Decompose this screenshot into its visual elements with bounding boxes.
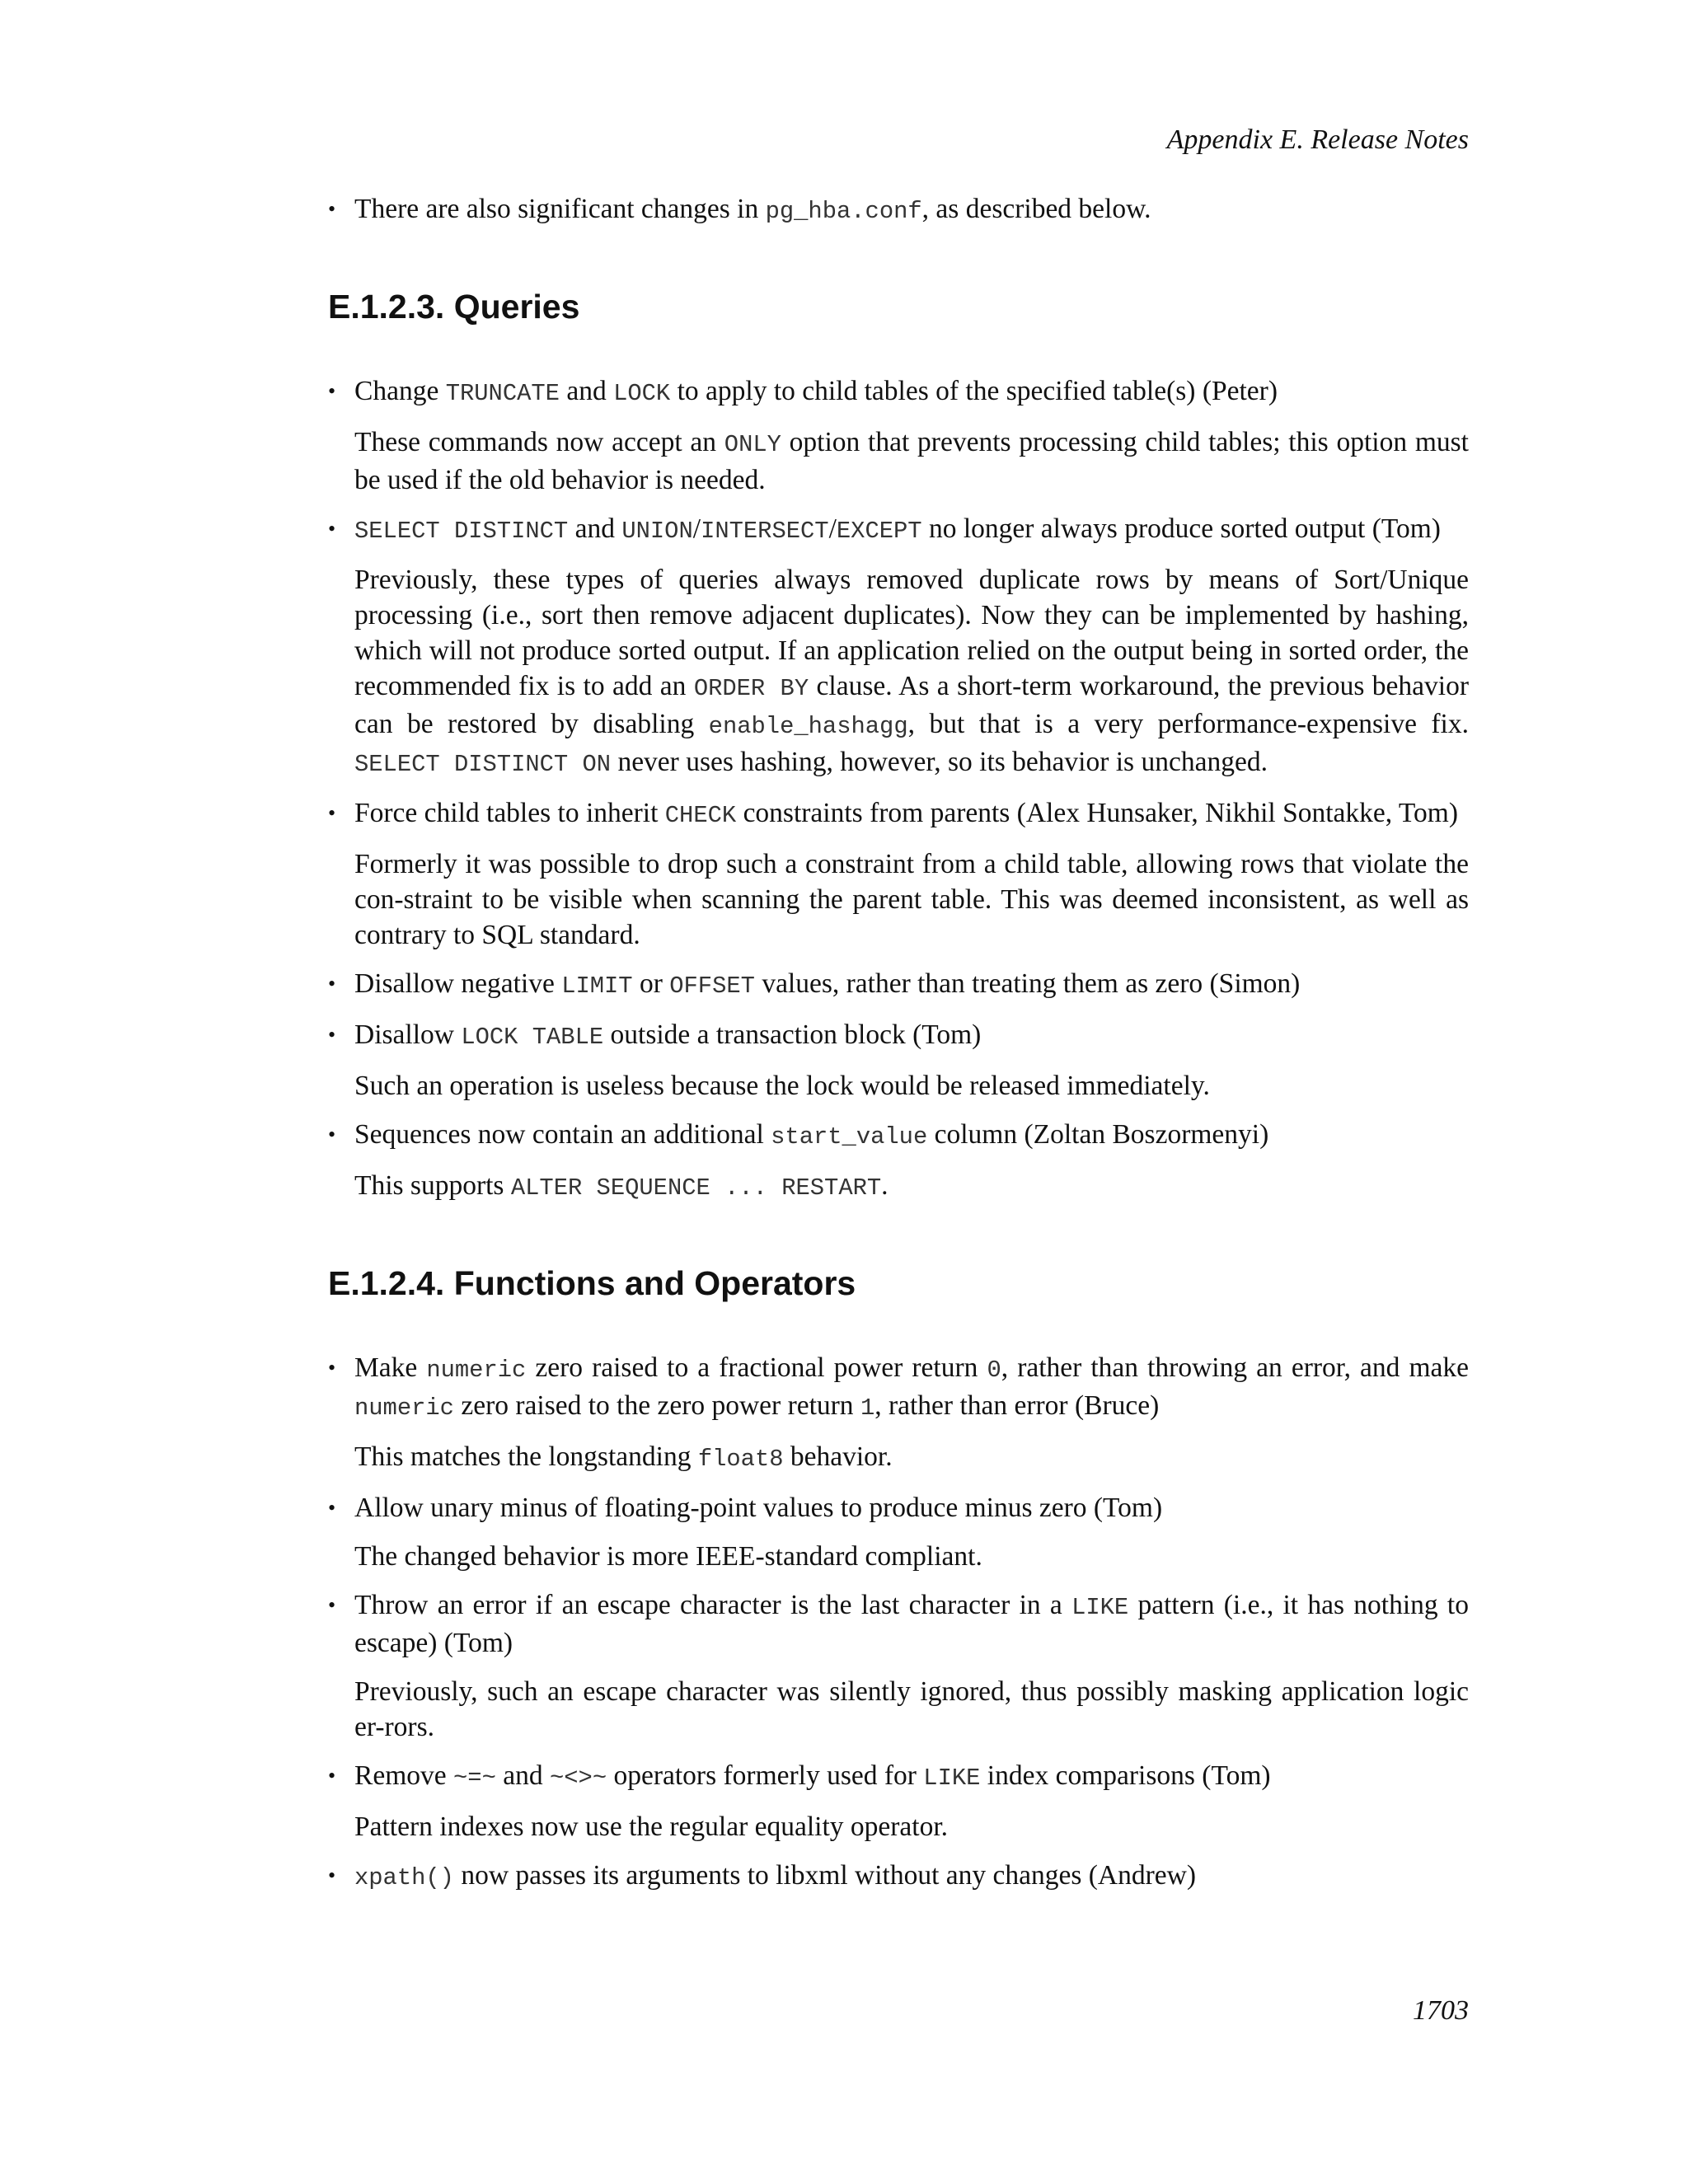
page-header: Appendix E. Release Notes bbox=[1166, 124, 1469, 155]
item-text: • SELECT DISTINCT and UNION/INTERSECT/EXCEPT no longer always produce sorted output (Tom) bbox=[354, 513, 1441, 546]
list-item bbox=[328, 1117, 1469, 1206]
item-text: • Make numeric zero raised to a fractional power return 0, rather than throwing an error, and make numeric zero raised to the zero power return 1, rather than error (Bruce) bbox=[354, 1352, 1469, 1422]
item-note: Such an operation is useless because the lock would be released immediately. bbox=[354, 1071, 1210, 1102]
item-note: The changed behavior is more IEEE-standard compliant. bbox=[354, 1541, 982, 1572]
item-text: • Remove ~=~ and ~<>~ operators formerly used for LIKE index comparisons (Tom) bbox=[354, 1760, 1271, 1793]
list-item bbox=[328, 1017, 1469, 1104]
item-text: • Allow unary minus of floating-point values to produce minus zero (Tom) bbox=[354, 1493, 1163, 1524]
item-text: • Disallow negative LIMIT or OFFSET values, rather than treating them as zero (Simon) bbox=[354, 968, 1301, 1001]
list-item bbox=[328, 1758, 1469, 1844]
item-text: • Disallow LOCK TABLE outside a transaction block (Tom) bbox=[354, 1019, 982, 1052]
functions-list bbox=[328, 1350, 1469, 1896]
code-pg-hba-conf: pg_hba.conf bbox=[765, 198, 922, 225]
item-text: • Throw an error if an escape character is the last character in a LIKE pattern (i.e., it has nothing to escape) (Tom) bbox=[354, 1590, 1469, 1659]
list-item bbox=[328, 966, 1469, 1004]
intro-list bbox=[328, 191, 1469, 229]
item-note: This matches the longstanding float8 behavior. bbox=[354, 1441, 893, 1474]
item-text: • Change TRUNCATE and LOCK to apply to child tables of the specified table(s) (Peter) bbox=[354, 376, 1278, 408]
item-text: • Force child tables to inherit CHECK constraints from parents (Alex Hunsaker, Nikhil Sontakke, Tom) bbox=[354, 798, 1459, 830]
list-item bbox=[328, 1350, 1469, 1477]
item-note: Pattern indexes now use the regular equality operator. bbox=[354, 1811, 949, 1843]
item-note: Formerly it was possible to drop such a constraint from a child table, allowing rows that violate the con-straint to be visible when scanning the parent table. This was deemed inconsistent, as well as contrary to SQL standard. bbox=[354, 849, 1469, 951]
list-item bbox=[328, 1490, 1469, 1574]
item-text: • There are also significant changes in pg_hba.conf, as described below. bbox=[354, 194, 1151, 225]
item-note: These commands now accept an ONLY option that prevents processing child tables; this option must be used if the old behavior is needed. bbox=[354, 427, 1469, 496]
list-item bbox=[328, 191, 1469, 229]
item-text: • xpath() now passes its arguments to libxml without any changes (Andrew) bbox=[354, 1860, 1196, 1892]
list-item bbox=[328, 373, 1469, 498]
item-note: Previously, such an escape character was silently ignored, thus possibly masking application logic er-rors. bbox=[354, 1676, 1469, 1743]
section-title-queries: E.1.2.3. Queries bbox=[328, 288, 580, 326]
list-item bbox=[328, 795, 1469, 953]
section-title-functions-and-operators: E.1.2.4. Functions and Operators bbox=[328, 1264, 856, 1303]
queries-list bbox=[328, 373, 1469, 1206]
item-text: • Sequences now contain an additional start_value column (Zoltan Boszormenyi) bbox=[354, 1119, 1269, 1151]
list-item bbox=[328, 1587, 1469, 1745]
item-note: This supports ALTER SEQUENCE ... RESTART. bbox=[354, 1170, 889, 1202]
list-item bbox=[328, 1858, 1469, 1896]
page-content bbox=[328, 191, 1469, 1909]
item-note: Previously, these types of queries always removed duplicate rows by means of Sort/Unique processing (i.e., sort then remove adjacent duplicates). Now they can be implemented by hashing, which will not produce sorted output. If an application relied on the output being in sorted order, the recommended fix is to add an ORDER BY clause. As a short-term workaround, the previous behavior can be restored by disabling enable_hashagg, but that is a very performance-expensive fix. SELECT DISTINCT ON never uses hashing, however, so its behavior is unchanged. bbox=[354, 565, 1469, 779]
page-number: 1703 bbox=[1413, 1995, 1469, 2026]
list-item bbox=[328, 511, 1469, 782]
